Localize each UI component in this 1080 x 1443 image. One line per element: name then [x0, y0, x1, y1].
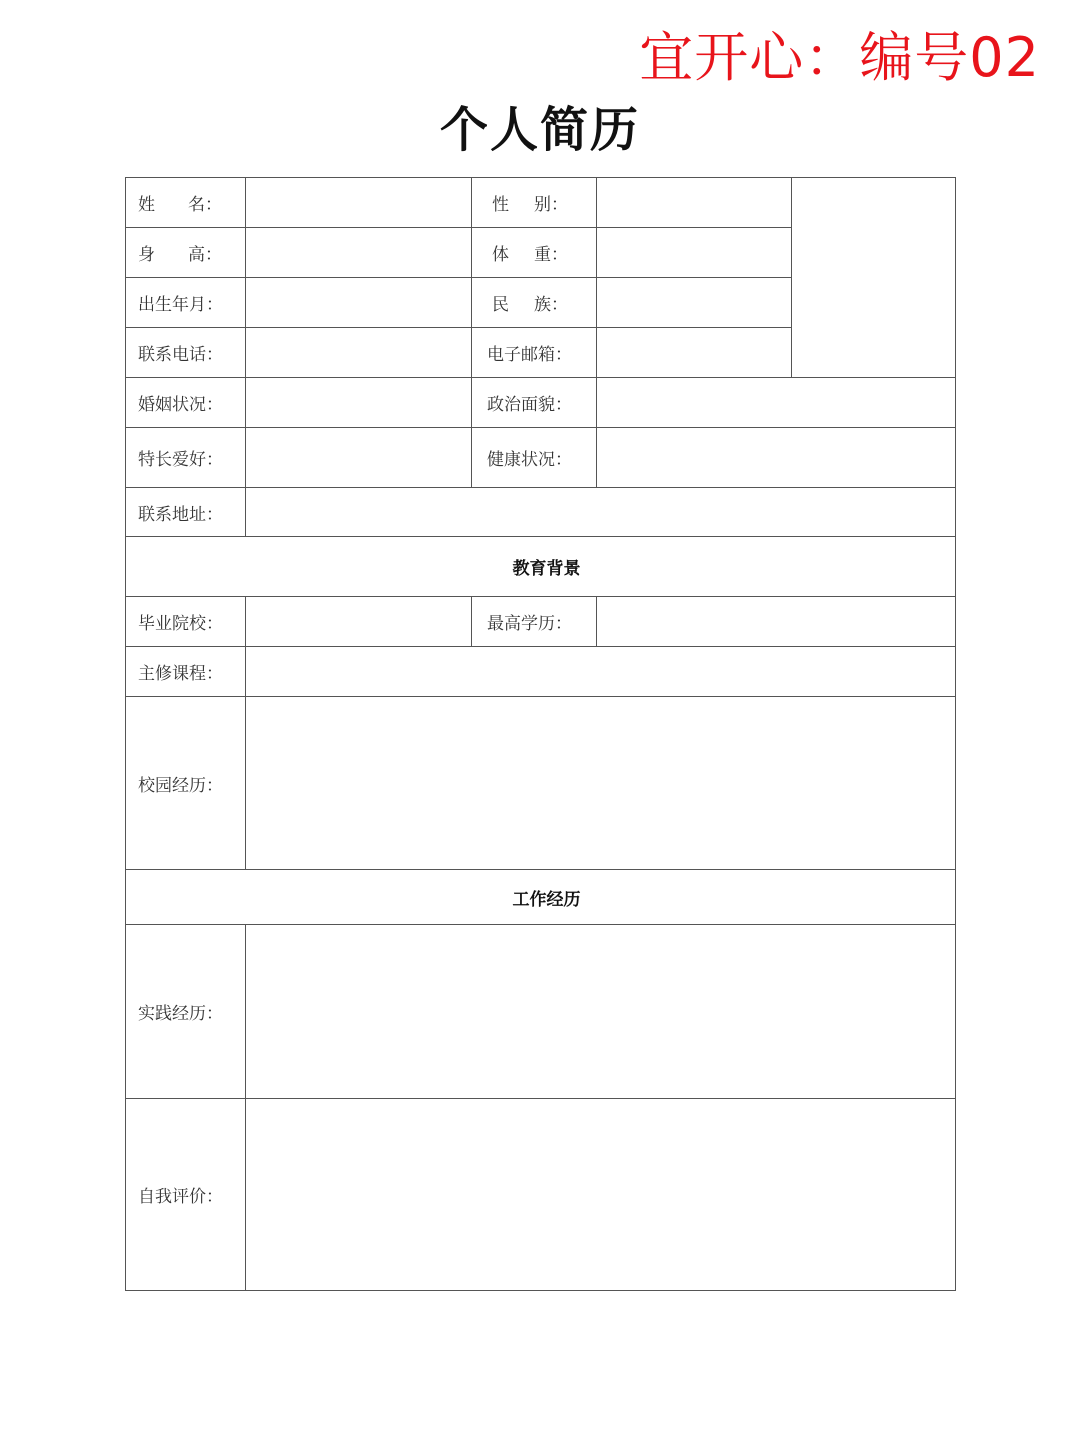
table-row: [126, 597, 956, 647]
school-label: 毕业院校：: [126, 597, 246, 647]
table-row: [126, 647, 956, 697]
gender-label-first: 性: [492, 195, 509, 215]
courses-label: 主修课程：: [126, 647, 246, 697]
hobby-field[interactable]: [246, 428, 472, 488]
resume-table: [125, 177, 956, 1291]
page-title: 个人简历: [439, 102, 640, 158]
weight-label-first: 体: [492, 245, 509, 265]
table-row: [126, 378, 956, 428]
height-label-first: 身: [138, 245, 155, 265]
work-section-title: 工作经历: [126, 870, 956, 925]
table-row: [126, 488, 956, 537]
weight-label: [472, 228, 597, 278]
table-row: [126, 178, 956, 228]
table-row: [126, 428, 956, 488]
degree-field[interactable]: [597, 597, 956, 647]
photo-box[interactable]: [792, 178, 956, 378]
campus-field[interactable]: [246, 697, 956, 870]
marital-field[interactable]: [246, 378, 472, 428]
school-field[interactable]: [246, 597, 472, 647]
table-row: [126, 870, 956, 925]
birth-field[interactable]: [246, 278, 472, 328]
gender-label: [472, 178, 597, 228]
ethnicity-label-second: 族：: [534, 295, 568, 315]
name-label: [126, 178, 246, 228]
gender-field[interactable]: [597, 178, 792, 228]
health-label: 健康状况：: [472, 428, 597, 488]
address-label: 联系地址：: [126, 488, 246, 537]
phone-field[interactable]: [246, 328, 472, 378]
courses-field[interactable]: [246, 647, 956, 697]
email-label: 电子邮箱：: [472, 328, 597, 378]
gender-label-second: 别：: [534, 195, 568, 215]
name-label-first: 姓: [138, 195, 155, 215]
name-field[interactable]: [246, 178, 472, 228]
height-field[interactable]: [246, 228, 472, 278]
ethnicity-field[interactable]: [597, 278, 792, 328]
practice-label: 实践经历：: [126, 925, 246, 1099]
table-row: [126, 1099, 956, 1291]
self-eval-label: 自我评价：: [126, 1099, 246, 1291]
height-label-second: 高：: [188, 245, 222, 265]
weight-label-second: 重：: [534, 245, 568, 265]
birth-label: 出生年月：: [126, 278, 246, 328]
phone-label: 联系电话：: [126, 328, 246, 378]
height-label: [126, 228, 246, 278]
address-field[interactable]: [246, 488, 956, 537]
table-row: [126, 925, 956, 1099]
ethnicity-label: [472, 278, 597, 328]
practice-field[interactable]: [246, 925, 956, 1099]
campus-label: 校园经历：: [126, 697, 246, 870]
health-field[interactable]: [597, 428, 956, 488]
hobby-label: 特长爱好：: [126, 428, 246, 488]
weight-field[interactable]: [597, 228, 792, 278]
email-field[interactable]: [597, 328, 792, 378]
self-eval-field[interactable]: [246, 1099, 956, 1291]
document-tag: 宜开心：编号02: [639, 26, 1040, 89]
marital-label: 婚姻状况：: [126, 378, 246, 428]
table-row: [126, 697, 956, 870]
political-field[interactable]: [597, 378, 956, 428]
table-row: [126, 537, 956, 597]
degree-label: 最高学历：: [472, 597, 597, 647]
education-section-title: 教育背景: [126, 537, 956, 597]
ethnicity-label-first: 民: [492, 295, 509, 315]
political-label: 政治面貌：: [472, 378, 597, 428]
name-label-second: 名：: [188, 195, 222, 215]
